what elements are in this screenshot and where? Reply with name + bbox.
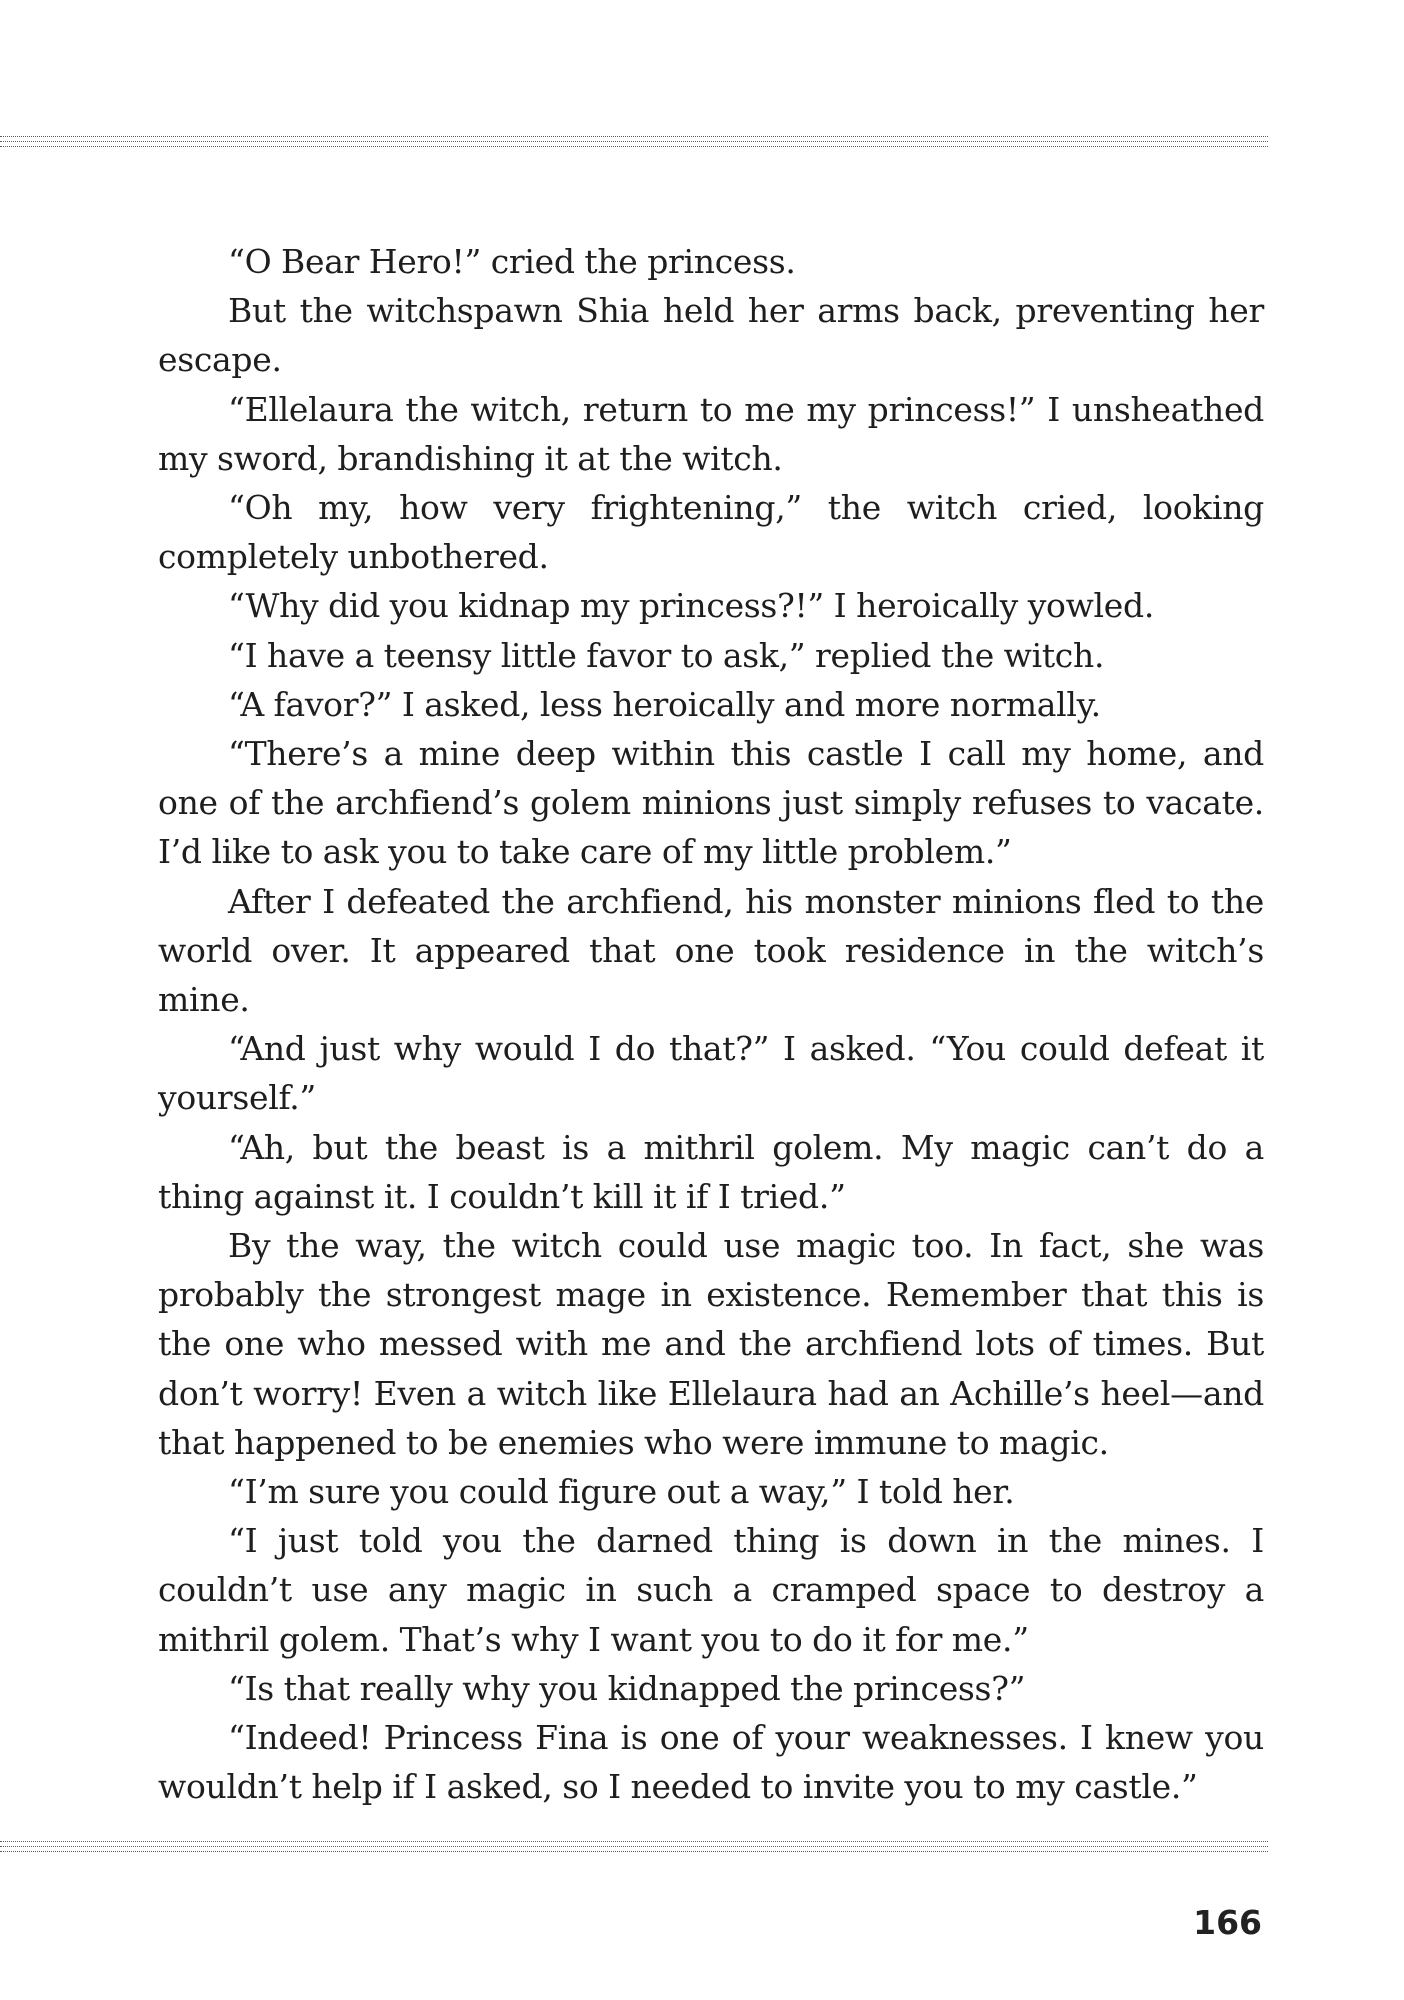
page-number: 166 [1193, 1903, 1262, 1942]
paragraph: “A favor?” I asked, less heroically and more normally. [228, 684, 1101, 724]
paragraph: By the way, the witch could use magic too. In fact, she was probably the strongest mage in existence. Remember that this is the one who messed with me and the archfiend lots of times. But don’t worry! Even a witch like Ellelaura had an Achille’s heel—and that happened to be enemies who were immune to magic. [158, 1226, 1264, 1462]
paragraph: “Ellelaura the witch, return to me my princess!” I unsheathed my sword, brandishing it at the witch. [158, 389, 1264, 478]
paragraph: “Is that really why you kidnapped the princess?” [228, 1668, 1026, 1708]
top-border-rule [0, 136, 1268, 150]
paragraph: “Oh my, how very frightening,” the witch cried, looking completely unbothered. [158, 488, 1264, 577]
paragraph: “I have a teensy little favor to ask,” replied the witch. [228, 635, 1105, 675]
paragraph: “I just told you the darned thing is down in the mines. I couldn’t use any magic in such a cramped space to destroy a mithril golem. That’s why I want you to do it for me.” [158, 1521, 1264, 1659]
bottom-border-rule [0, 1841, 1268, 1855]
body-text [158, 237, 1264, 1812]
paragraph: “And just why would I do that?” I asked. “You could defeat it yourself.” [158, 1029, 1264, 1118]
paragraph: “Why did you kidnap my princess?!” I heroically yowled. [228, 586, 1155, 626]
paragraph: “O Bear Hero!” cried the princess. [228, 242, 796, 281]
paragraph: “Indeed! Princess Fina is one of your weaknesses. I knew you wouldn’t help if I asked, so I needed to invite you to my castle.” [158, 1718, 1264, 1807]
paragraph: “I’m sure you could figure out a way,” I told her. [228, 1472, 1015, 1512]
paragraph: “There’s a mine deep within this castle I call my home, and one of the archfiend’s golem minions just simply refuses to vacate. I’d like to ask you to take care of my little problem.” [158, 734, 1264, 872]
paragraph: But the witchspawn Shia held her arms back, preventing her escape. [158, 291, 1264, 380]
paragraph: After I defeated the archfiend, his monster minions fled to the world over. It appeared that one took residence in the witch’s mine. [158, 881, 1264, 1020]
paragraph: “Ah, but the beast is a mithril golem. My magic can’t do a thing against it. I couldn’t kill it if I tried.” [158, 1127, 1264, 1216]
